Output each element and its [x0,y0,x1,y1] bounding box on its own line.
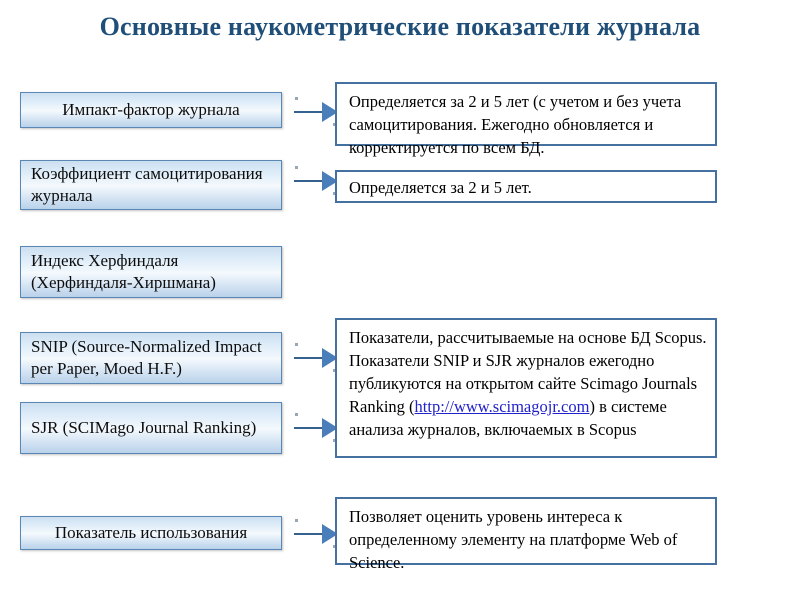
label-box-impact-factor[interactable] [20,92,282,128]
label-text: SNIP (Source-Normalized Impact per Paper, Moed H.F.) [31,337,262,378]
label-box-sjr[interactable] [20,402,282,454]
arrow-shaft [294,427,324,429]
label-box-usage[interactable] [20,516,282,550]
arrow-snip [292,343,340,373]
label-text: Индекс Херфиндаля (Херфиндаля-Хиршмана) [31,251,216,292]
arrow-sjr [292,413,340,443]
label-box-self-citation[interactable] [20,160,282,210]
page-title: Основные наукометрические показатели журнала [99,12,701,41]
arrow-shaft [294,111,324,113]
label-text: Коэффициент самоцитирования журнала [31,164,263,205]
label-box-herfindahl[interactable] [20,246,282,298]
desc-box-self-citation [335,170,717,203]
arrow-usage [292,519,340,549]
label-text: Импакт-фактор журнала [62,100,240,119]
arrow-self-citation [292,166,340,196]
handle-dot-top [295,519,298,522]
label-text: Показатель использования [54,523,248,542]
arrow-shaft [294,533,324,535]
desc-box-impact-factor [335,82,717,157]
label-box-snip[interactable] [20,332,282,384]
arrow-shaft [294,357,324,359]
arrow-shaft [294,180,324,182]
desc-text: Определяется за 2 и 5 лет (с учетом и без учета самоцитирования. Ежегодно обновляется и корректируется по всем БД. [349,92,682,157]
scopus-note-part2: ) в системе анализа журналов, включаемых в Scopus [349,397,667,439]
arrow-impact-factor [292,97,340,127]
scopus-note-part1: Показатели, рассчитываемые на основе БД Scopus. Показатели SNIP и SJR журналов ежегодно публикуются на открытом сайте Scimago Journals Ranking ( [349,328,707,416]
handle-dot-top [295,166,298,169]
handle-dot-top [295,343,298,346]
desc-box-usage [335,497,717,572]
desc-box-scopus [335,318,717,458]
desc-text: Позволяет оценить уровень интереса к определенному элементу на платформе Web of Science. [349,507,678,572]
label-text: SJR (SCIMago Journal Ranking) [31,418,257,437]
desc-text: Определяется за 2 и 5 лет. [349,178,532,197]
scimagojr-link[interactable]: http://www.scimagojr.com [414,397,590,416]
handle-dot-top [295,97,298,100]
handle-dot-top [295,413,298,416]
